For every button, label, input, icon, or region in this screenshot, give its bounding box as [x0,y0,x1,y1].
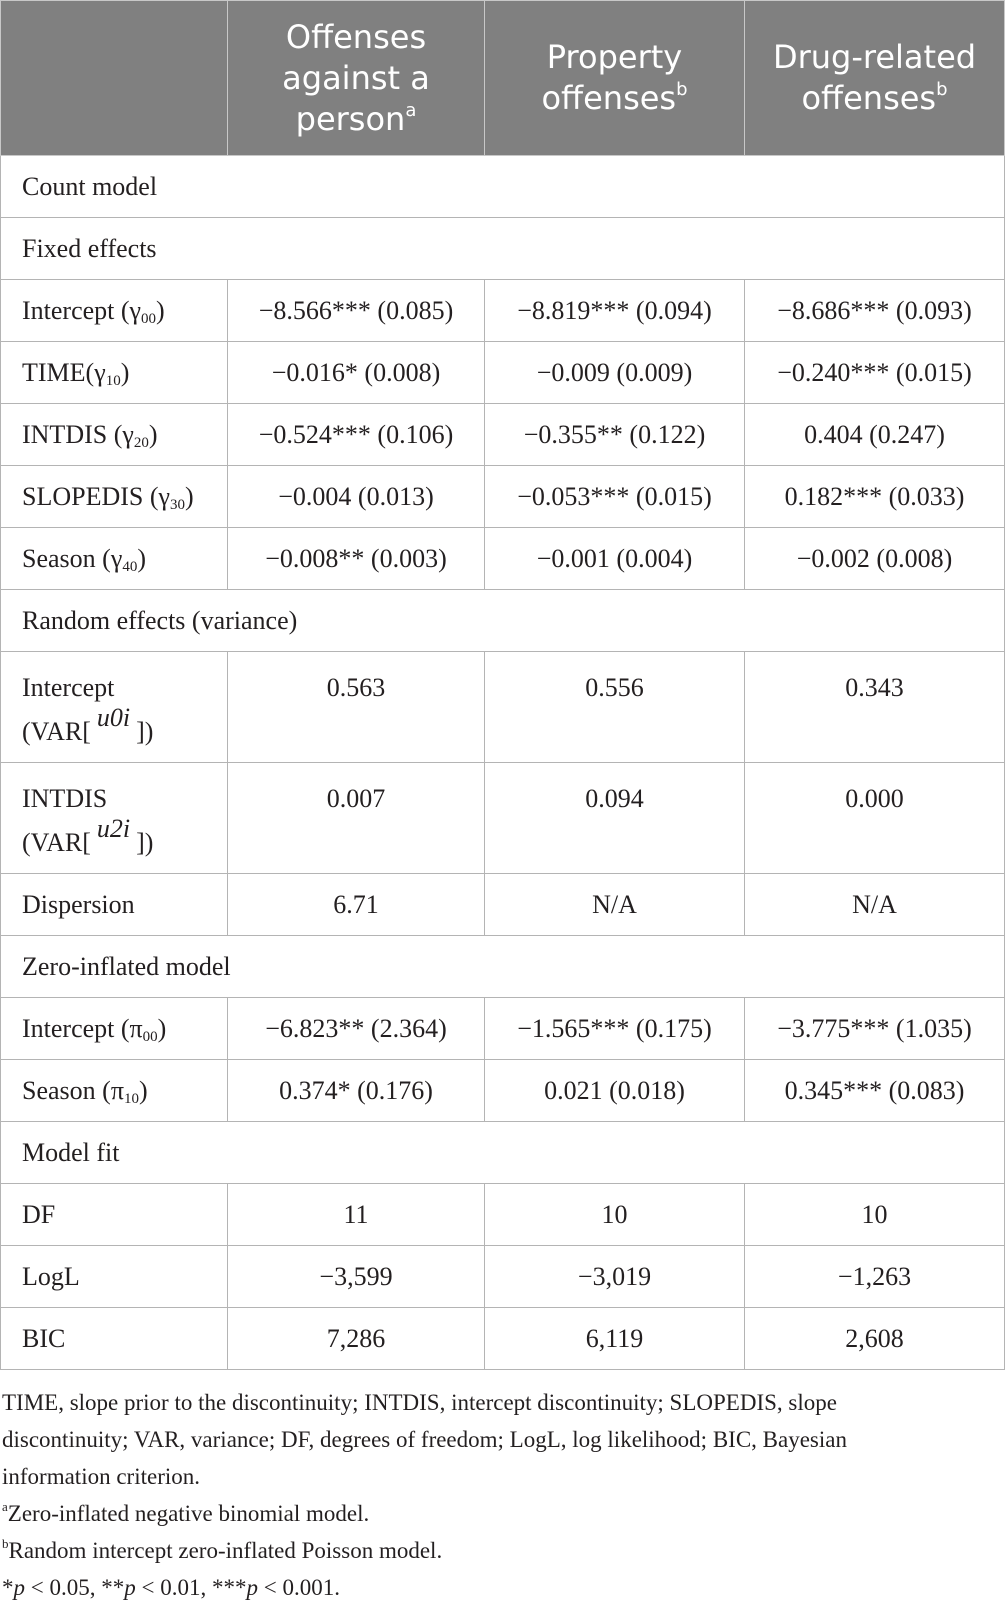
cell-value: N/A [745,874,1005,936]
cell-value: −0.008** (0.003) [228,528,485,590]
table-row [1,466,1005,528]
cell-value: −1,263 [745,1246,1005,1308]
table-row [1,652,1005,763]
section-count-model: Count model [1,156,1005,218]
table-row [1,874,1005,936]
cell-value: 0.007 [228,763,485,874]
row-label: SLOPEDIS $(\gamma_{30})$ [1,466,228,528]
header-drug-related-offenses: Drug-related offenses$^b$ [745,1,1005,156]
cell-value: N/A [485,874,745,936]
abbreviations-note-line: information criterion. [2,1464,200,1489]
cell-value: −0.016* (0.008) [228,342,485,404]
row-label: Intercept $(\pi_{00})$ [1,998,228,1060]
cell-value: 10 [745,1184,1005,1246]
cell-value: −0.001 (0.004) [485,528,745,590]
table-row [1,1246,1005,1308]
cell-value: −3,019 [485,1246,745,1308]
header-row [1,1,1005,156]
abbreviations-note-line: discontinuity; VAR, variance; DF, degrees of freedom; LogL, log likelihood; BIC, Bayesian [2,1427,847,1452]
row-label: Season $(\gamma_{40})$ [1,528,228,590]
section-row [1,218,1005,280]
row-label: BIC [1,1308,228,1370]
abbreviations-note-line: TIME, slope prior to the discontinuity; INTDIS, intercept discontinuity; SLOPEDIS, slope [2,1390,837,1415]
cell-value: −8.566*** (0.085) [228,280,485,342]
header-corner [1,1,228,156]
cell-value: 0.021 (0.018) [485,1060,745,1122]
cell-value: 0.556 [485,652,745,763]
cell-value: 0.374* (0.176) [228,1060,485,1122]
row-label: $TIME(\gamma_{10})$ [1,342,228,404]
cell-value: −0.053*** (0.015) [485,466,745,528]
section-fixed-effects: Fixed effects [1,218,1005,280]
significance-note: *p < 0.05, **p < 0.01, ***p < 0.001. [2,1575,340,1600]
cell-value: 11 [228,1184,485,1246]
cell-value: 10 [485,1184,745,1246]
cell-value: −0.009 (0.009) [485,342,745,404]
cell-value: −1.565*** (0.175) [485,998,745,1060]
table-row [1,1308,1005,1370]
cell-value: −8.819*** (0.094) [485,280,745,342]
cell-value: 6.71 [228,874,485,936]
cell-value: 0.563 [228,652,485,763]
cell-value: −8.686*** (0.093) [745,280,1005,342]
cell-value: 0.343 [745,652,1005,763]
cell-value: 6,119 [485,1308,745,1370]
table-row [1,998,1005,1060]
row-label: Dispersion [1,874,228,936]
row-label: Intercept $(\gamma_{00})$ [1,280,228,342]
table-footnotes [0,1384,1005,1606]
cell-value: −3,599 [228,1246,485,1308]
table-row [1,280,1005,342]
footnote-a: $^a$Zero-inflated negative binomial model. [2,1499,370,1526]
table-row [1,342,1005,404]
section-row [1,1122,1005,1184]
section-model-fit: Model fit [1,1122,1005,1184]
table-row [1,763,1005,874]
row-label: Intercept (VAR[ u0i ]) [1,652,228,763]
row-label: DF [1,1184,228,1246]
cell-value: −0.355** (0.122) [485,404,745,466]
cell-value: 0.345*** (0.083) [745,1060,1005,1122]
cell-value: 0.094 [485,763,745,874]
row-label: Season $(\pi_{10})$ [1,1060,228,1122]
section-zero-inflated-model: Zero-inflated model [1,936,1005,998]
table-row [1,404,1005,466]
cell-value: 0.404 (0.247) [745,404,1005,466]
cell-value: −3.775*** (1.035) [745,998,1005,1060]
cell-value: 0.182*** (0.033) [745,466,1005,528]
cell-value: −0.002 (0.008) [745,528,1005,590]
table-row [1,1060,1005,1122]
section-random-effects: Random effects (variance) [1,590,1005,652]
section-row [1,936,1005,998]
cell-value: 2,608 [745,1308,1005,1370]
cell-value: −0.004 (0.013) [228,466,485,528]
header-property-offenses: Property offenses$^b$ [485,1,745,156]
row-label: INTDIS (VAR[ u2i ]) [1,763,228,874]
cell-value: −0.240*** (0.015) [745,342,1005,404]
footnote-b: $^b$Random intercept zero-inflated Poisson model. [2,1536,443,1563]
cell-value: 0.000 [745,763,1005,874]
row-label: LogL [1,1246,228,1308]
table-row [1,1184,1005,1246]
cell-value: 7,286 [228,1308,485,1370]
header-offenses-against-person: Offenses against a person$^a$ [228,1,485,156]
section-row [1,590,1005,652]
cell-value: −6.823** (2.364) [228,998,485,1060]
cell-value: −0.524*** (0.106) [228,404,485,466]
row-label: INTDIS $(\gamma_{20})$ [1,404,228,466]
section-row [1,156,1005,218]
table-row [1,528,1005,590]
